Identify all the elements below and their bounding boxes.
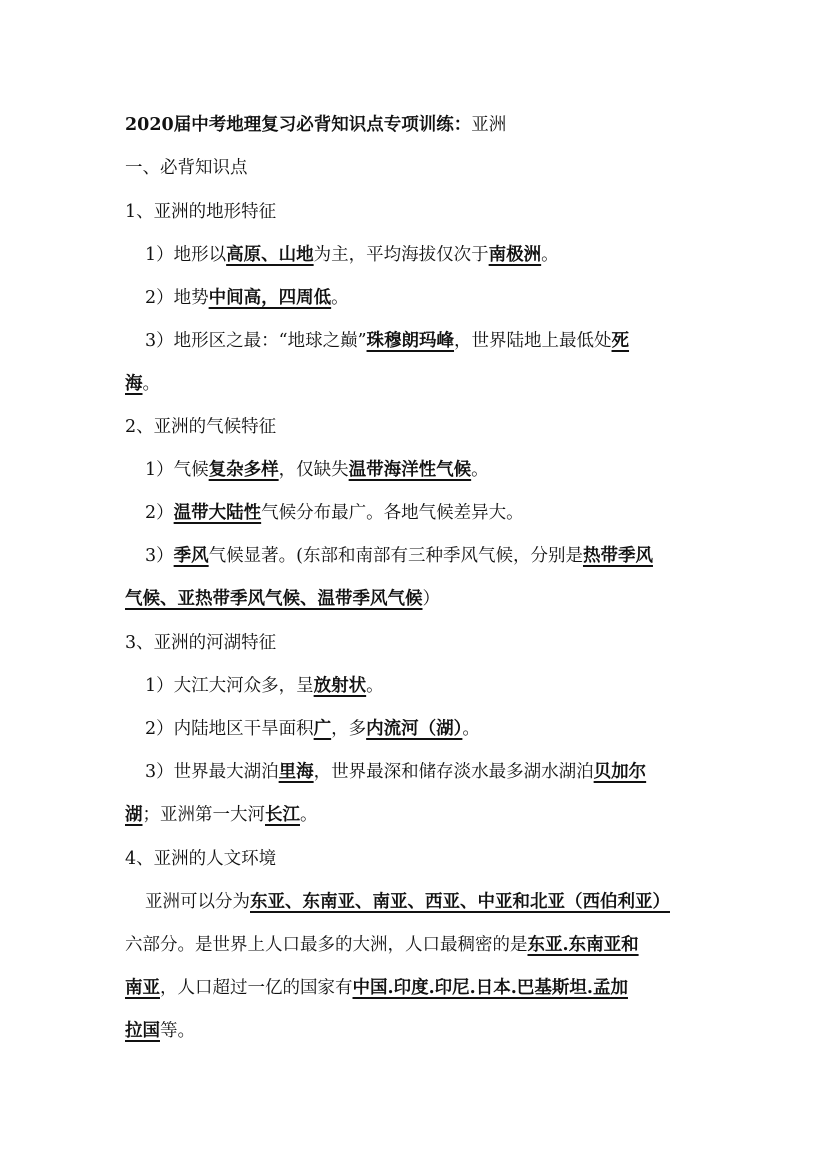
text: 。 bbox=[462, 719, 480, 739]
text: 2） bbox=[145, 503, 174, 523]
text: 1）气候 bbox=[145, 460, 209, 480]
answer: 内流河（湖） bbox=[366, 719, 463, 739]
answer: 复杂多样 bbox=[208, 460, 279, 480]
text: 3） bbox=[145, 546, 174, 566]
item-3-3-cont bbox=[125, 803, 318, 827]
answer: 南极洲 bbox=[488, 245, 542, 265]
paragraph-4-line-2 bbox=[125, 933, 639, 957]
text: 2）内陆地区干旱面积 bbox=[145, 719, 314, 739]
answer: 中国.印度.印尼.日本.巴基斯坦.孟加 bbox=[352, 978, 628, 998]
text: 。 bbox=[366, 676, 384, 696]
text: ，仅缺失 bbox=[278, 460, 349, 480]
text: 1）地形以 bbox=[145, 245, 227, 265]
text: 为主，平均海拔仅次于 bbox=[313, 245, 489, 265]
item-3-2 bbox=[145, 717, 480, 741]
text: ，世界陆地上最低处 bbox=[454, 331, 612, 351]
answer: 放射状 bbox=[313, 676, 367, 696]
text: 3）世界最大湖泊 bbox=[145, 762, 279, 782]
text: 六部分。是世界上人口最多的大洲，人口最稠密的是 bbox=[125, 935, 528, 955]
subsection-heading-3: 3、亚洲的河湖特征 bbox=[125, 633, 277, 653]
item-2-1 bbox=[145, 458, 489, 482]
item-1-3 bbox=[145, 329, 629, 353]
answer: 高原、山地 bbox=[226, 245, 314, 265]
title-normal: 亚洲 bbox=[471, 115, 507, 135]
text: ；亚洲第一大河 bbox=[142, 805, 265, 825]
item-2-2 bbox=[145, 501, 524, 525]
text: ） bbox=[422, 589, 440, 609]
answer: 拉国 bbox=[125, 1021, 160, 1041]
text: 。 bbox=[541, 245, 559, 265]
answer: 温带大陆性 bbox=[173, 503, 262, 523]
text: 。 bbox=[331, 288, 349, 308]
answer: 海 bbox=[125, 374, 143, 394]
answer: 广 bbox=[313, 719, 332, 739]
answer: 南亚 bbox=[125, 978, 160, 998]
paragraph-4-line-1 bbox=[145, 890, 670, 914]
answer: 气候、亚热带季风气候、温带季风气候 bbox=[125, 589, 423, 609]
answer: 珠穆朗玛峰 bbox=[366, 331, 455, 351]
paragraph-4-line-4 bbox=[125, 1019, 195, 1043]
answer: 湖 bbox=[125, 805, 143, 825]
text: ，世界最深和储存淡水最多湖水湖泊 bbox=[313, 762, 594, 782]
text: 。 bbox=[300, 805, 318, 825]
section-heading: 一、必背知识点 bbox=[125, 158, 248, 178]
text: ，人口超过一亿的国家有 bbox=[160, 978, 353, 998]
text: 亚洲可以分为 bbox=[145, 892, 250, 912]
answer: 东亚.东南亚和 bbox=[527, 935, 639, 955]
item-1-2 bbox=[145, 286, 349, 310]
item-2-3 bbox=[145, 544, 653, 568]
text: 。 bbox=[142, 374, 160, 394]
text: 。 bbox=[471, 460, 489, 480]
subsection-heading-2: 2、亚洲的气候特征 bbox=[125, 417, 277, 437]
answer: 季风 bbox=[173, 546, 209, 566]
title-bold: 2020届中考地理复习必背知识点专项训练： bbox=[125, 115, 472, 135]
answer: 中间高，四周低 bbox=[208, 288, 332, 308]
page-title bbox=[125, 113, 506, 137]
answer: 热带季风 bbox=[582, 546, 653, 566]
answer: 温带海洋性气候 bbox=[348, 460, 472, 480]
answer: 东亚、东南亚、南亚、西亚、中亚和北亚（西伯利亚） bbox=[250, 892, 670, 912]
item-1-1 bbox=[145, 243, 559, 267]
item-3-3 bbox=[145, 760, 646, 784]
answer: 里海 bbox=[278, 762, 314, 782]
item-2-3-cont bbox=[125, 587, 440, 611]
item-1-3-cont bbox=[125, 372, 160, 396]
paragraph-4-line-3 bbox=[125, 976, 628, 1000]
text: 3）地形区之最：“地球之巅” bbox=[145, 331, 367, 351]
text: ，多 bbox=[331, 719, 367, 739]
text: 气候分布最广。各地气候差异大。 bbox=[261, 503, 524, 523]
text: 等。 bbox=[160, 1021, 195, 1041]
subsection-heading-4: 4、亚洲的人文环境 bbox=[125, 849, 277, 869]
text: 1）大江大河众多，呈 bbox=[145, 676, 314, 696]
answer: 长江 bbox=[265, 805, 300, 825]
text: 2）地势 bbox=[145, 288, 209, 308]
subsection-heading-1: 1、亚洲的地形特征 bbox=[125, 202, 277, 222]
answer: 贝加尔 bbox=[593, 762, 647, 782]
answer: 死 bbox=[611, 331, 630, 351]
text: 气候显著。(东部和南部有三种季风气候，分别是 bbox=[208, 546, 583, 566]
item-3-1 bbox=[145, 674, 384, 698]
